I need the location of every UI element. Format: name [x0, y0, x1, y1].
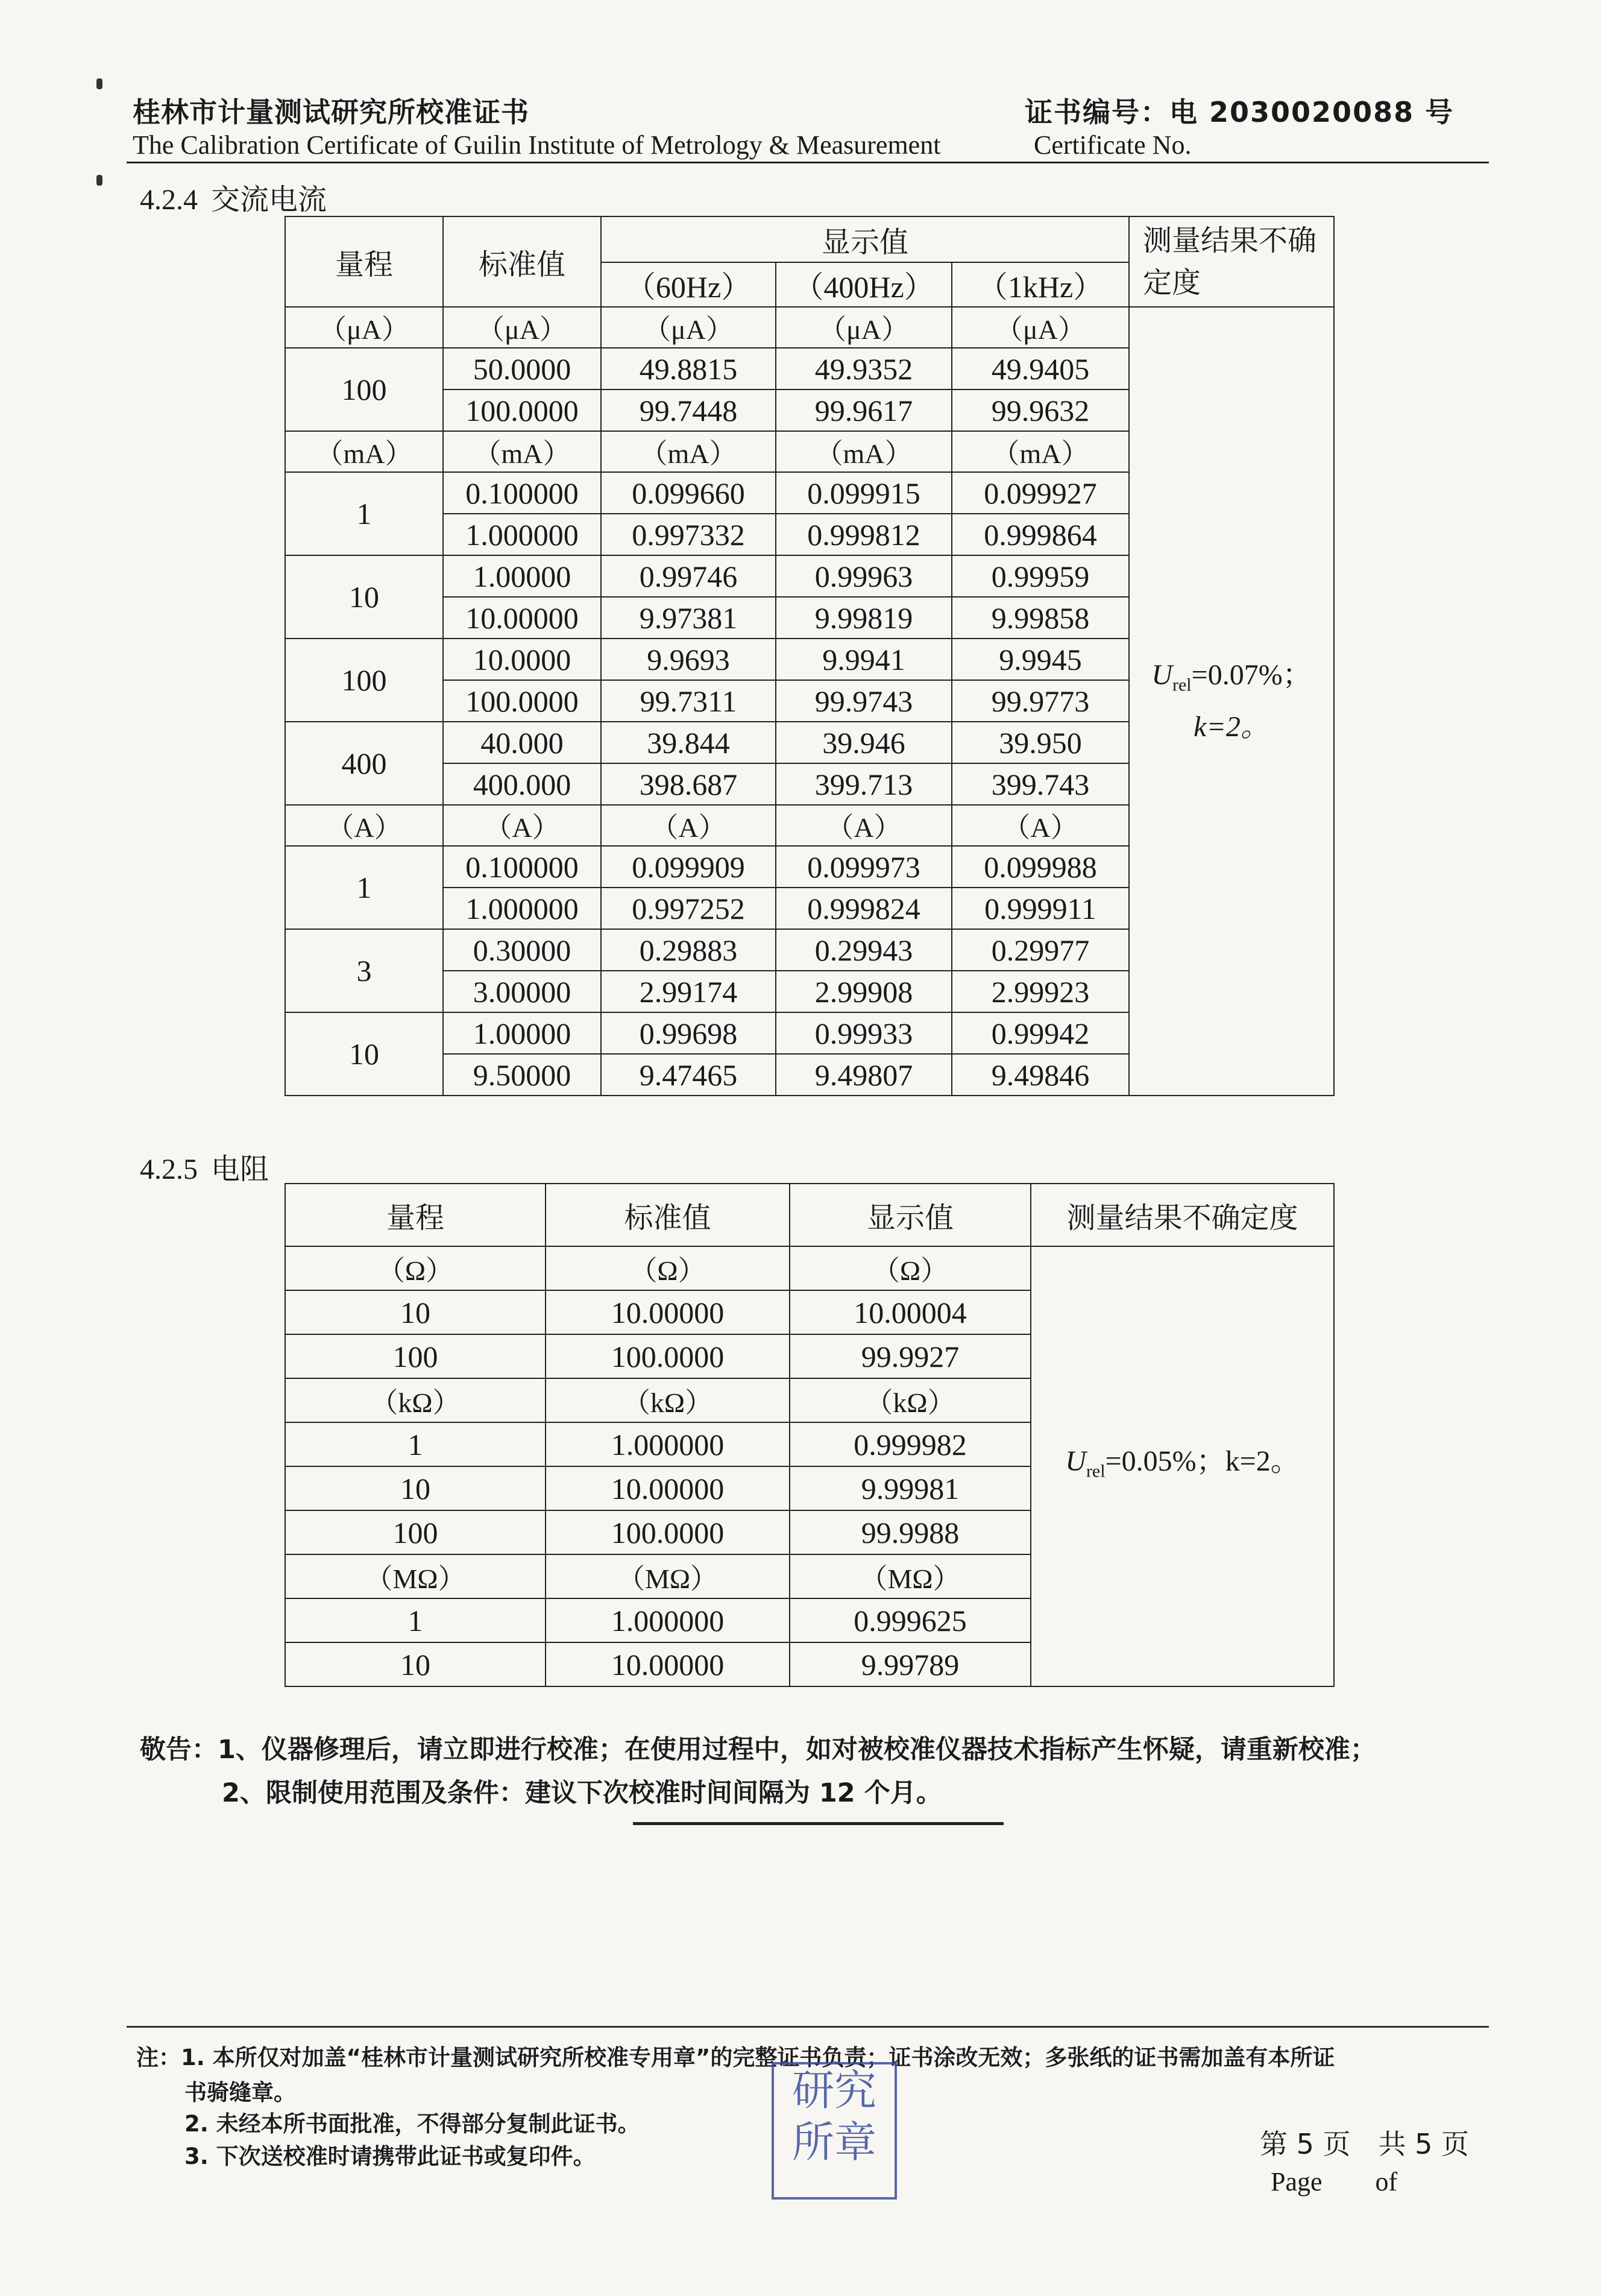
official-stamp [772, 2062, 897, 2200]
standard-value: 50.0000 [443, 348, 601, 390]
display-value: 2.99908 [776, 971, 952, 1012]
display-value: 0.999824 [776, 888, 952, 929]
standard-value: 400.000 [443, 763, 601, 805]
display-value: 0.99942 [952, 1012, 1129, 1054]
unit-cell: （A） [285, 805, 443, 846]
standard-value: 10.00000 [443, 597, 601, 639]
footer-note-2: 2. 未经本所书面批准，不得部分复制此证书。 [184, 2111, 640, 2137]
section-number: 4.2.4 [140, 184, 198, 216]
display-value: 9.99819 [776, 597, 952, 639]
display-value: 9.99789 [790, 1642, 1031, 1686]
display-value: 49.9405 [952, 348, 1129, 390]
display-value: 0.999812 [776, 514, 952, 555]
standard-value: 40.000 [443, 722, 601, 763]
display-value: 0.29977 [952, 929, 1129, 971]
standard-value: 1.000000 [546, 1598, 790, 1642]
display-value: 99.9773 [952, 680, 1129, 722]
stamp-text: 研究所章 [792, 2066, 876, 2167]
uncertainty-cell [1129, 307, 1334, 1096]
unit-cell: （A） [952, 805, 1129, 846]
standard-value: 0.30000 [443, 929, 601, 971]
display-value: 9.99858 [952, 597, 1129, 639]
page-number-cn: 第 5 页 共 5 页 [1260, 2128, 1470, 2160]
uncertainty-value: =0.05%；k=2。 [1105, 1445, 1300, 1477]
institute-title-en: The Calibration Certificate of Guilin Institute of Metrology & Measurement [133, 130, 941, 160]
range-cell: 100 [285, 1334, 546, 1378]
display-value: 49.9352 [776, 348, 952, 390]
standard-value: 1.000000 [546, 1422, 790, 1466]
display-value: 9.9945 [952, 639, 1129, 680]
unit-cell: （kΩ） [546, 1378, 790, 1422]
range-cell: 400 [285, 722, 443, 805]
display-value: 0.99698 [601, 1012, 776, 1054]
unit-cell: （Ω） [285, 1246, 546, 1290]
display-value: 39.946 [776, 722, 952, 763]
range-header: 量程 [285, 216, 443, 307]
display-header: 显示值 [790, 1184, 1031, 1246]
certificate-number-en: Certificate No. [1034, 130, 1192, 160]
uncertainty-header: 测量结果不确定度 [1031, 1184, 1334, 1246]
standard-value: 9.50000 [443, 1054, 601, 1096]
display-header: 显示值 [601, 216, 1129, 262]
uncertainty-line [1031, 1440, 1333, 1493]
resistance-table [285, 1183, 1335, 1687]
section-title: 交流电流 [211, 184, 327, 216]
uncertainty-subscript: rel [1172, 675, 1192, 695]
standard-value: 10.0000 [443, 639, 601, 680]
display-value: 99.7311 [601, 680, 776, 722]
unit-cell: （mA） [285, 431, 443, 472]
unit-cell: （μA） [285, 307, 443, 348]
uncertainty-symbol: U [1151, 658, 1172, 691]
display-value: 0.099973 [776, 846, 952, 888]
display-value: 2.99174 [601, 971, 776, 1012]
display-value: 0.99963 [776, 555, 952, 597]
display-value: 99.9743 [776, 680, 952, 722]
page-number-en: Page of [1271, 2167, 1398, 2197]
unit-cell: （MΩ） [285, 1554, 546, 1598]
section-number: 4.2.5 [140, 1153, 198, 1185]
display-value: 9.49846 [952, 1054, 1129, 1096]
standard-value: 1.000000 [443, 888, 601, 929]
range-cell: 10 [285, 1466, 546, 1510]
standard-value: 100.0000 [443, 680, 601, 722]
range-cell: 100 [285, 348, 443, 431]
display-value: 9.49807 [776, 1054, 952, 1096]
display-value: 49.8815 [601, 348, 776, 390]
display-value: 0.099927 [952, 472, 1129, 514]
display-value: 9.97381 [601, 597, 776, 639]
display-value: 0.999982 [790, 1422, 1031, 1466]
footer-note-3: 3. 下次送校准时请携带此证书或复印件。 [184, 2143, 596, 2169]
standard-value: 1.00000 [443, 1012, 601, 1054]
display-value: 39.844 [601, 722, 776, 763]
display-value: 9.99981 [790, 1466, 1031, 1510]
uncertainty-cell [1031, 1246, 1334, 1686]
display-value: 0.999625 [790, 1598, 1031, 1642]
range-cell: 10 [285, 555, 443, 639]
footer-divider [127, 2026, 1489, 2028]
display-value: 99.9632 [952, 390, 1129, 431]
section-title: 电阻 [211, 1153, 269, 1185]
display-value: 0.099915 [776, 472, 952, 514]
unit-cell: （A） [601, 805, 776, 846]
standard-value: 10.00000 [546, 1466, 790, 1510]
standard-value: 10.00000 [546, 1290, 790, 1334]
range-cell: 3 [285, 929, 443, 1012]
range-cell: 1 [285, 1598, 546, 1642]
unit-cell: （μA） [601, 307, 776, 348]
standard-value: 3.00000 [443, 971, 601, 1012]
display-value: 0.99959 [952, 555, 1129, 597]
range-header: 量程 [285, 1184, 546, 1246]
ac-current-table [285, 216, 1335, 1096]
display-value: 99.9617 [776, 390, 952, 431]
standard-value: 100.0000 [443, 390, 601, 431]
range-cell: 100 [285, 639, 443, 722]
notice-line-1: 敬告：1、仪器修理后，请立即进行校准；在使用过程中，如对被校准仪器技术指标产生怀疑，请重新校准； [140, 1735, 1376, 1765]
certificate-number-cn: 证书编号：电 2030020088 号 [1025, 96, 1455, 128]
unit-cell: （mA） [776, 431, 952, 472]
display-value: 9.9941 [776, 639, 952, 680]
unit-cell: （MΩ） [546, 1554, 790, 1598]
coverage-factor: k=2。 [1194, 711, 1269, 743]
unit-cell: （Ω） [546, 1246, 790, 1290]
display-value: 0.29883 [601, 929, 776, 971]
display-value: 10.00004 [790, 1290, 1031, 1334]
standard-value: 1.00000 [443, 555, 601, 597]
standard-value: 100.0000 [546, 1334, 790, 1378]
unit-cell: （μA） [776, 307, 952, 348]
header-divider [127, 162, 1489, 163]
display-value: 0.099909 [601, 846, 776, 888]
display-value: 0.999911 [952, 888, 1129, 929]
unit-cell: （mA） [601, 431, 776, 472]
unit-cell: （kΩ） [285, 1378, 546, 1422]
standard-value: 1.000000 [443, 514, 601, 555]
unit-cell: （MΩ） [790, 1554, 1031, 1598]
display-value: 399.713 [776, 763, 952, 805]
section-resistance-title [140, 1146, 269, 1187]
range-cell: 10 [285, 1642, 546, 1686]
end-divider [633, 1822, 1004, 1825]
unit-cell: （mA） [443, 431, 601, 472]
standard-value: 0.100000 [443, 846, 601, 888]
display-value: 2.99923 [952, 971, 1129, 1012]
unit-cell: （A） [776, 805, 952, 846]
unit-cell: （A） [443, 805, 601, 846]
freq-60hz-header: （60Hz） [601, 262, 776, 307]
display-value: 0.29943 [776, 929, 952, 971]
display-value: 0.099660 [601, 472, 776, 514]
uncertainty-header: 测量结果不确定度 [1129, 216, 1334, 307]
standard-value: 10.00000 [546, 1642, 790, 1686]
range-cell: 1 [285, 846, 443, 929]
display-value: 0.999864 [952, 514, 1129, 555]
range-cell: 100 [285, 1510, 546, 1554]
unit-cell: （Ω） [790, 1246, 1031, 1290]
display-value: 0.099988 [952, 846, 1129, 888]
standard-value: 100.0000 [546, 1510, 790, 1554]
standard-header: 标准值 [443, 216, 601, 307]
uncertainty-symbol: U [1065, 1445, 1086, 1477]
standard-value: 0.100000 [443, 472, 601, 514]
display-value: 99.9988 [790, 1510, 1031, 1554]
range-cell: 10 [285, 1012, 443, 1096]
freq-1khz-header: （1kHz） [952, 262, 1129, 307]
display-value: 39.950 [952, 722, 1129, 763]
display-value: 0.99746 [601, 555, 776, 597]
unit-cell: （μA） [952, 307, 1129, 348]
binding-mark [96, 175, 102, 186]
unit-cell: （μA） [443, 307, 601, 348]
display-value: 0.99933 [776, 1012, 952, 1054]
notice-line-2: 2、限制使用范围及条件：建议下次校准时间间隔为 12 个月。 [222, 1778, 942, 1808]
display-value: 99.7448 [601, 390, 776, 431]
range-cell: 1 [285, 472, 443, 555]
display-value: 9.9693 [601, 639, 776, 680]
range-cell: 1 [285, 1422, 546, 1466]
unit-cell: （mA） [952, 431, 1129, 472]
display-value: 9.47465 [601, 1054, 776, 1096]
footer-note-1-cont: 书骑缝章。 [184, 2080, 296, 2105]
binding-mark [96, 78, 102, 89]
uncertainty-value: =0.07%； [1191, 658, 1312, 691]
display-value: 0.997252 [601, 888, 776, 929]
unit-cell: （kΩ） [790, 1378, 1031, 1422]
institute-title-cn: 桂林市计量测试研究所校准证书 [133, 96, 529, 128]
standard-header: 标准值 [546, 1184, 790, 1246]
uncertainty-line-1 [1130, 654, 1333, 707]
uncertainty-subscript: rel [1086, 1461, 1106, 1481]
section-ac-current-title [140, 176, 327, 218]
freq-400hz-header: （400Hz） [776, 262, 952, 307]
range-cell: 10 [285, 1290, 546, 1334]
display-value: 398.687 [601, 763, 776, 805]
footer-note-1: 注：1. 本所仅对加盖“桂林市计量测试研究所校准专用章”的完整证书负责；证书涂改无效；多张纸的证书需加盖有本所证 [136, 2045, 1335, 2070]
display-value: 0.997332 [601, 514, 776, 555]
display-value: 99.9927 [790, 1334, 1031, 1378]
display-value: 399.743 [952, 763, 1129, 805]
